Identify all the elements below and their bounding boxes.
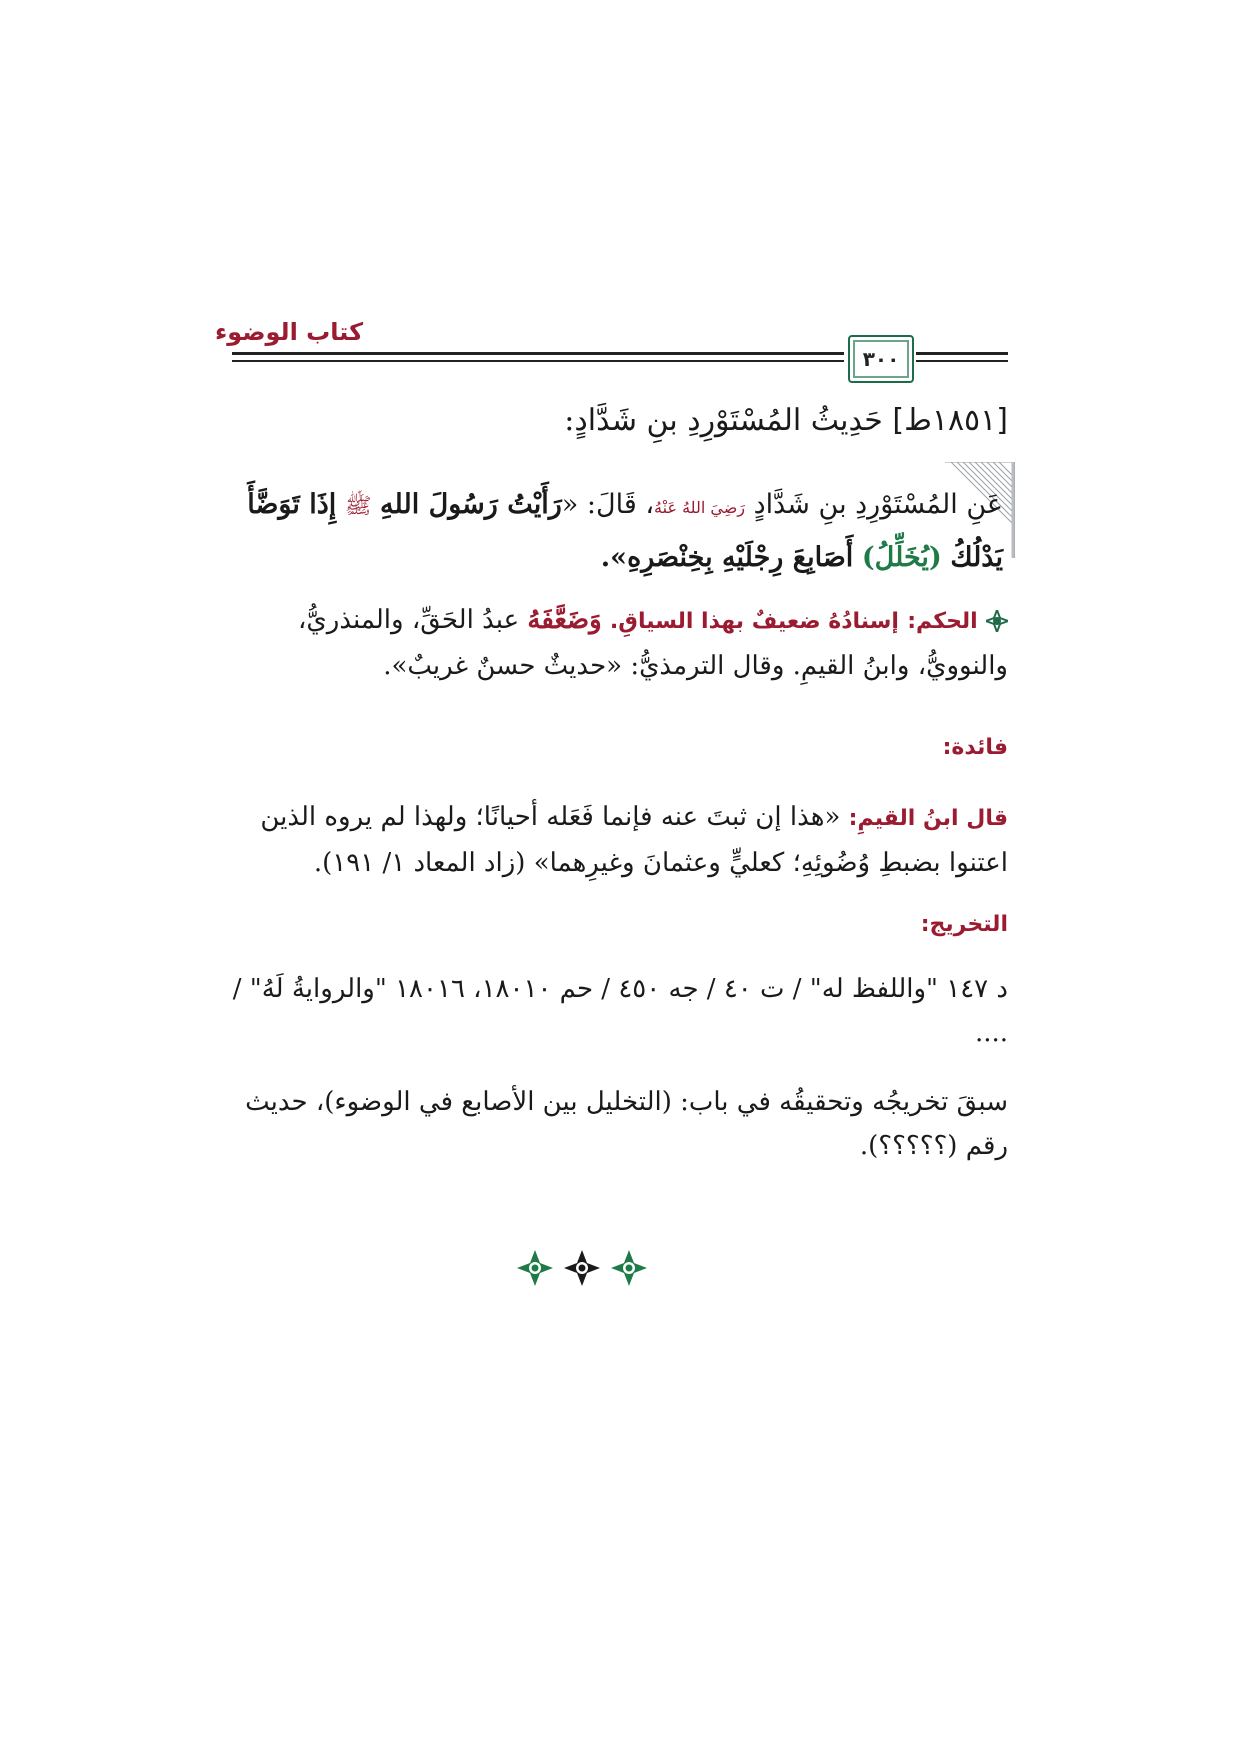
ruling-text: إسنادُهُ ضعيفٌ بهذا السياقِ. bbox=[609, 609, 899, 634]
book-title: كتاب الوضوء bbox=[215, 318, 364, 346]
header-rule-bottom bbox=[232, 360, 844, 362]
header-rule-top bbox=[232, 352, 844, 355]
said: ، قَالَ: « bbox=[561, 489, 655, 520]
benefit-paragraph bbox=[223, 795, 1008, 885]
page-number: ٣٠٠ bbox=[862, 347, 900, 371]
weakened-by: وَضَعَّفَهُ bbox=[527, 605, 602, 635]
matn-part-c: أَصَابِعَ رِجْلَيْهِ بِخِنْصَرِهِ bbox=[627, 542, 854, 573]
hadith-heading bbox=[228, 403, 1008, 438]
matn-close: ». bbox=[600, 542, 628, 573]
takhrij-line: د ١٤٧ "واللفظ له" / ت ٤٠ / جه ٤٥٠ / حم ١٨٠١٠، ١٨٠١٦ "والروايةُ لَهُ" / .... bbox=[232, 974, 1008, 1048]
narrator: عَنِ المُسْتَوْرِدِ بنِ شَدَّادٍ bbox=[753, 489, 1003, 520]
takhrij-note: سبقَ تخريجُه وتحقيقُه في باب: (التخليل بين الأصابع في الوضوء)، حديث رقم (؟؟؟؟؟). bbox=[245, 1087, 1008, 1161]
ruling-label: الحكم: bbox=[907, 609, 978, 634]
section-end-ornament-icon bbox=[512, 1245, 652, 1291]
ruling-paragraph bbox=[223, 598, 1008, 688]
hadith-title: حَدِيثُ المُسْتَوْرِدِ بنِ شَدَّادٍ: bbox=[564, 403, 883, 438]
benefit-text: «هذا إن ثبتَ عنه فإنما فَعَله أحيانًا؛ ولهذا لم يروه الذين اعتنوا بضبطِ وُضُوئِهِ؛ كعليٍّ وعثمانَ وغيرِهما» (زاد المعاد ١/ ١٩١). bbox=[260, 802, 1008, 878]
header-rule-left-bottom bbox=[916, 360, 1008, 362]
flower-ornament-icon bbox=[986, 610, 1008, 632]
page-number-badge bbox=[848, 335, 914, 383]
honorific: رَضِيَ اللهُ عَنْهُ bbox=[654, 498, 746, 517]
hadith-number: [١٨٥١ط] bbox=[892, 403, 1008, 438]
matn-part-b: إِذَا تَوَضَّأَ يَدْلُكُ bbox=[247, 489, 1003, 573]
header-rule-left-top bbox=[916, 352, 1008, 355]
ruling-rest: عبدُ الحَقِّ، والمنذريُّ، والنوويُّ، وابنُ القيمِ. وقال الترمذيُّ: «حديثٌ حسنٌ غريبٌ». bbox=[298, 605, 1008, 681]
benefit-heading: فائدة: bbox=[942, 735, 1008, 760]
salawat-icon: ﷺ bbox=[344, 494, 372, 519]
takhrij-heading: التخريج: bbox=[920, 912, 1008, 937]
benefit-speaker: قال ابنُ القيمِ: bbox=[848, 806, 1008, 831]
matn-part-a: رَأَيْتُ رَسُولَ اللهِ bbox=[380, 489, 562, 520]
hadith-text bbox=[223, 480, 1003, 583]
variant-reading: (يُخَلِّلُ) bbox=[861, 542, 942, 573]
